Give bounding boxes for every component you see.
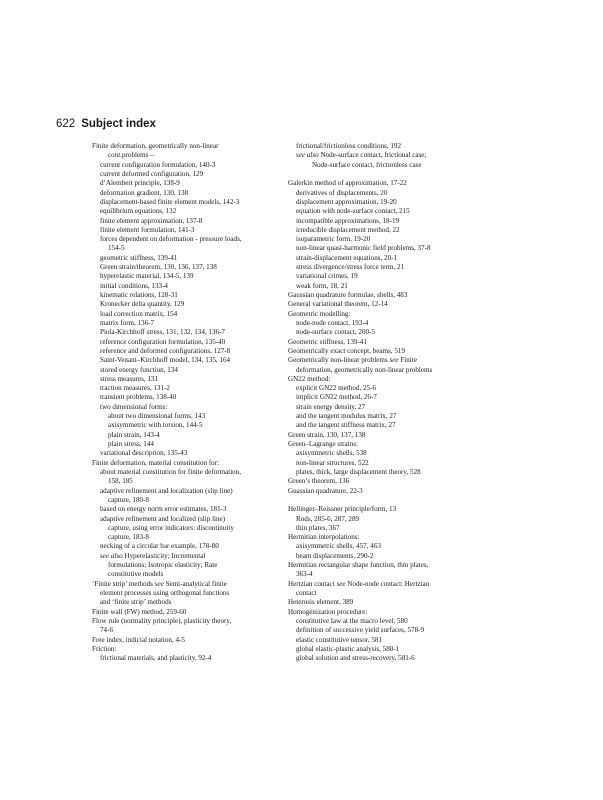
index-entry-crossref: see — [154, 579, 164, 588]
index-entry — [92, 198, 304, 207]
index-entry — [92, 645, 304, 654]
index-entry — [288, 347, 508, 356]
index-column-left — [92, 142, 304, 664]
index-entry-text: forces dependent on deformation - pressure loads, — [100, 235, 242, 244]
index-entry-text: initial conditions, 133-4 — [100, 281, 168, 290]
index-entry — [288, 561, 508, 570]
index-entry — [92, 552, 304, 561]
index-entry — [92, 282, 304, 291]
index-entry-text: global solution and stress-recovery, 581-6 — [296, 654, 415, 663]
index-entry-text: reference and deformed configurations, 127-8 — [100, 346, 231, 355]
index-entry-text: stress divergence/stress force term, 21 — [296, 263, 405, 272]
index-entry-text: Geometric modelling: — [288, 309, 351, 318]
index-entry — [92, 254, 304, 263]
index-entry-text: stored energy function, 134 — [100, 365, 178, 374]
index-entry-text: isoparametric form, 19-20 — [296, 235, 371, 244]
index-entry-text: transient problems, 138-40 — [100, 393, 177, 402]
index-entry-text: irreducible displacement method, 22 — [296, 225, 400, 234]
index-entry-text: variational description, 135-43 — [100, 449, 188, 458]
index-entry-text: General variational theorem, 12-14 — [288, 300, 388, 309]
index-entry-text: problems – — [122, 151, 154, 160]
index-entry-text: Piola-Kirchhoff stress, 131, 132, 134, 136-7 — [100, 328, 225, 337]
index-entry — [288, 505, 508, 514]
index-entry — [92, 161, 304, 170]
index-entry — [92, 338, 304, 347]
index-entry — [288, 449, 508, 458]
page-number: 622 — [56, 118, 76, 130]
index-entry-text: deformation, geometrically non-linear problems — [296, 365, 433, 374]
index-entry — [288, 459, 508, 468]
index-entry — [288, 552, 508, 561]
index-entry — [288, 487, 508, 496]
index-entry — [92, 505, 304, 514]
index-entry — [288, 384, 508, 393]
index-entry — [92, 403, 304, 412]
index-entry-text: equilibrium equations, 132 — [100, 207, 177, 216]
index-entry-text: based on energy norm error estimates, 181-3 — [100, 505, 227, 514]
index-entry-text: constitutive law at the macro level, 580 — [296, 616, 408, 625]
index-entry — [92, 487, 304, 496]
index-entry-text: about two dimensional forms, 143 — [108, 412, 206, 421]
index-entry-text: Flow rule (normality principle), plasticity theory, — [92, 616, 232, 625]
index-entry — [288, 375, 508, 384]
index-entry — [288, 356, 508, 365]
index-entry-text: Node-surface contact, frictionless case — [312, 160, 422, 169]
index-entry — [92, 412, 304, 421]
index-entry — [288, 617, 508, 626]
index-entry — [92, 235, 304, 244]
index-entry-text: GN22 method: — [288, 374, 331, 383]
index-entry-text: non-linear structures, 522 — [296, 458, 369, 467]
index-entry — [288, 319, 508, 328]
index-entry-text: Kronecker delta quantity, 129 — [100, 300, 185, 309]
index-entry-text: Node-surface contact, frictional case; — [318, 151, 427, 160]
index-entry — [92, 142, 304, 151]
index-entry — [92, 244, 304, 253]
index-entry — [92, 421, 304, 430]
index-entry — [92, 207, 304, 216]
index-entry — [288, 580, 508, 589]
index-entry-text: adaptive refinement and localization (slip line) — [100, 486, 233, 495]
index-entry — [92, 319, 304, 328]
index-entry — [288, 282, 508, 291]
index-entry — [288, 654, 508, 663]
index-entry-text: adaptive refinement and localized (slip line) — [100, 514, 226, 523]
index-entry — [288, 310, 508, 319]
index-entry-text: axisymmetric with torsion, 144-5 — [108, 421, 203, 430]
index-entry — [92, 636, 304, 645]
index-entry — [288, 431, 508, 440]
index-entry — [92, 570, 304, 579]
index-entry-text: and ‘finite strip’ methods — [100, 598, 172, 607]
index-entry — [92, 598, 304, 607]
index-entry — [288, 235, 508, 244]
index-entry — [92, 328, 304, 337]
index-entry-text: current configuration formulation, 140-3 — [100, 160, 216, 169]
index-entry-text: capture, 180-8 — [108, 495, 149, 504]
index-entry — [92, 356, 304, 365]
index-entry-text: stress measures, 131 — [100, 374, 159, 383]
index-entry — [92, 226, 304, 235]
index-entry — [92, 459, 304, 468]
index-entry-text: implicit GN22 method, 26-7 — [296, 393, 377, 402]
index-entry — [92, 617, 304, 626]
index-entry-text: hyperelastic material, 134-5, 139 — [100, 272, 194, 281]
index-entry-text: reference configuration formulation, 135-40 — [100, 337, 226, 346]
index-entry-text: Finite — [398, 356, 417, 365]
index-entry — [92, 272, 304, 281]
index-entry-text: current deformed configuration, 129 — [100, 169, 204, 178]
index-entry-text: Geometrically non-linear problems — [288, 356, 390, 365]
index-entry-text: Guassian quadrature, 22-3 — [288, 486, 363, 495]
index-entry-text: node-surface contact, 200-5 — [296, 328, 375, 337]
index-entry-text: Hyperelasticity; Incremental — [122, 551, 206, 560]
index-entry-text: Homogenization procedure: — [288, 607, 368, 616]
index-entry — [92, 589, 304, 598]
index-entry-text: 363-4 — [296, 570, 313, 579]
index-entry — [288, 179, 508, 188]
index-entry — [288, 589, 508, 598]
index-entry-text: Free index, indicial notation, 4-5 — [92, 635, 185, 644]
index-entry — [288, 244, 508, 253]
index-entry-text: displacement approximation, 19-20 — [296, 197, 397, 206]
index-entry — [92, 477, 304, 486]
index-entry-crossref: cont. — [108, 151, 122, 160]
index-entry-text: formulations; Isotropic elasticity; Rate — [108, 561, 218, 570]
index-entry-text: capture, 183-8 — [108, 533, 149, 542]
index-entry — [288, 189, 508, 198]
index-entry — [288, 272, 508, 281]
index-entry-text: Galerkin method of approximation, 17-22 — [288, 179, 407, 188]
index-entry-text: two dimensional forms: — [100, 402, 168, 411]
index-entry-text: kinematic relations, 128-31 — [100, 291, 178, 299]
index-entry — [92, 291, 304, 300]
index-entry — [92, 449, 304, 458]
index-entry — [92, 608, 304, 617]
index-entry — [288, 645, 508, 654]
index-entry-text: weak form, 18, 21 — [296, 281, 348, 290]
index-entry — [288, 542, 508, 551]
index-entry-text: finite element approximation, 137-8 — [100, 216, 203, 225]
index-entry-text: Geometric stiffness, 139-41 — [288, 337, 367, 346]
index-entry-text: derivatives of displacements, 20 — [296, 188, 388, 197]
index-entry — [92, 496, 304, 505]
index-entry-text: and the tangent modulus matrix, 27 — [296, 412, 397, 421]
index-entry-text: plain strain, 143-4 — [108, 430, 160, 439]
index-entry — [288, 403, 508, 412]
index-entry — [92, 654, 304, 663]
index-entry — [92, 300, 304, 309]
index-entry-text: element processes using orthogonal functions — [100, 589, 230, 597]
index-entry — [288, 198, 508, 207]
index-entry-text: ‘Finite strip’ methods — [92, 579, 155, 588]
index-entry-text: matrix form, 136-7 — [100, 318, 155, 327]
index-entry — [92, 263, 304, 272]
index-entry — [288, 217, 508, 226]
index-entry — [288, 254, 508, 263]
index-entry — [288, 207, 508, 216]
index-entry — [288, 226, 508, 235]
index-entry-text: Gaussian quadrature formulae, shells, 483 — [288, 291, 408, 299]
index-entry — [288, 570, 508, 579]
index-entry — [288, 598, 508, 607]
index-entry — [92, 375, 304, 384]
index-entry-text: constitutive models — [108, 570, 164, 579]
index-entry-text: geometric stiffness, 139-41 — [100, 253, 178, 262]
index-entry-text: capture, using error indicators: discontinuity — [108, 523, 234, 532]
index-entry — [92, 347, 304, 356]
index-entry-text: Hertzian contact — [288, 579, 337, 588]
index-entry-text: strain-displacement equations, 20-1 — [296, 253, 398, 262]
index-entry-text: Hellinger–Reissner principle/form, 13 — [288, 505, 397, 514]
index-column-right — [288, 142, 508, 664]
index-entry — [92, 626, 304, 635]
index-entry — [288, 533, 508, 542]
index-entry-text: non-linear quasi-harmonic field problems, 37-8 — [296, 244, 431, 253]
index-entry — [288, 300, 508, 309]
index-entry — [92, 151, 304, 160]
index-entry — [288, 291, 508, 300]
index-entry-text: finite element formulation, 141-3 — [100, 225, 195, 234]
index-entry-text: beam displacements, 290-2 — [296, 551, 374, 560]
index-entry — [288, 477, 508, 486]
index-entry-text: strain energy density, 27 — [296, 402, 366, 411]
index-entry-text: equation with node-surface contact, 215 — [296, 207, 410, 216]
index-entry — [288, 366, 508, 375]
index-entry-text: node-node contact, 193-4 — [296, 318, 369, 327]
index-entry — [288, 440, 508, 449]
index-entry-text: Finite deformation, geometrically non-linear — [92, 142, 219, 150]
index-entry — [92, 542, 304, 551]
index-entry — [288, 626, 508, 635]
index-entry — [92, 533, 304, 542]
index-entry-text: Semi-analytical finite — [163, 579, 227, 588]
index-entry-crossref: see — [389, 356, 399, 365]
index-entry-crossref: see also — [100, 551, 123, 560]
index-entry-text: traction measures, 131-2 — [100, 384, 170, 393]
index-entry — [92, 217, 304, 226]
index-entry-text: Hermitian rectangular shape function, thin plates, — [288, 561, 429, 570]
index-entry-text: incompatible approximations, 18-19 — [296, 216, 400, 225]
index-entry-text: about material constitution for finite deformation, — [100, 467, 242, 476]
index-entry-text: 74-6 — [100, 626, 114, 635]
index-entry-text: variational crimes, 19 — [296, 272, 358, 281]
index-entry — [288, 142, 508, 151]
index-entry-text: Friction: — [92, 644, 117, 653]
index-entry-text: Geometrically exact concept, beams, 519 — [288, 346, 405, 355]
index-entry-text: elastic constitutive tensor, 581 — [296, 635, 383, 644]
page-header — [56, 117, 156, 131]
index-entry-text: frictional/frictionless conditions, 192 — [296, 142, 402, 150]
index-entry — [92, 310, 304, 319]
index-entry-text: plain stress, 144 — [108, 440, 154, 448]
index-entry-text: deformation gradient, 130, 138 — [100, 188, 189, 197]
index-entry-crossref: see — [336, 579, 346, 588]
index-entry — [288, 328, 508, 337]
index-entry — [92, 440, 304, 449]
index-entry-text: displacement-based finite element models, 142-3 — [100, 197, 240, 206]
index-entry-text: and the tangent stiffness matrix, 27 — [296, 421, 396, 430]
index-entry — [92, 179, 304, 188]
index-entry — [92, 524, 304, 533]
index-entry — [92, 431, 304, 440]
index-entry — [288, 161, 508, 170]
index-entry — [288, 515, 508, 524]
index-entry — [288, 412, 508, 421]
index-entry — [288, 170, 508, 179]
index-entry — [288, 393, 508, 402]
index-entry — [92, 189, 304, 198]
index-entry — [92, 515, 304, 524]
index-entry — [92, 468, 304, 477]
index-entry-text: d’Alembert principle, 138-9 — [100, 179, 180, 188]
index-entry-text: Green strain, 130, 137, 138 — [288, 430, 366, 439]
index-entry-text: Green–Lagrange strains: — [288, 440, 358, 448]
index-entry-text: Finite wall (FW) method, 259-60 — [92, 607, 187, 616]
index-entry — [92, 580, 304, 589]
index-entry-text: Heterosis element, 389 — [288, 598, 354, 607]
index-entry-text: thin plates, 367 — [296, 523, 340, 532]
index-entry-text: global elastic-plastic analysis, 580-1 — [296, 644, 400, 653]
index-entry-text: Rods, 285-6, 287, 289 — [296, 514, 360, 523]
index-entry-text: Node-node contact: Hertzian — [345, 579, 430, 588]
index-entry-text: Green’s theorem, 136 — [288, 477, 350, 486]
index-entry — [92, 561, 304, 570]
index-entry — [288, 338, 508, 347]
index-entry — [288, 421, 508, 430]
index-entry-text: Finite deformation, material constitution for: — [92, 458, 220, 467]
index-entry-text: Hermitian interpolations: — [288, 533, 360, 542]
index-entry-text: axisymmetric shells, 538 — [296, 449, 367, 458]
index-entry — [288, 468, 508, 477]
index-entry-text: necking of a circular bar example, 178-80 — [100, 542, 219, 551]
index-entry — [288, 608, 508, 617]
index-entry — [92, 170, 304, 179]
index-entry-text: contact — [296, 589, 317, 597]
index-entry-crossref: see also — [296, 151, 319, 160]
index-entry — [92, 393, 304, 402]
index-entry — [288, 524, 508, 533]
index-entry-text: frictional materials, and plasticity, 92-4 — [100, 654, 212, 663]
index-entry — [92, 366, 304, 375]
index-entry — [288, 263, 508, 272]
index-entry-text: 154-5 — [108, 244, 125, 253]
index-entry-text: Green strain/theorem, 130, 136, 137, 138 — [100, 263, 217, 272]
index-entry — [288, 636, 508, 645]
index-entry-text: axisymmetric shells, 457, 463 — [296, 542, 381, 551]
index-entry — [92, 384, 304, 393]
index-entry-text: load correction matrix, 154 — [100, 309, 178, 318]
index-entry-text: plates, thick, large displacement theory, 528 — [296, 467, 421, 476]
page-title: Subject index — [81, 118, 156, 130]
index-entry-text: Saint-Venant–Kirchhoff model, 134, 135, 164 — [100, 356, 231, 365]
index-entry — [288, 496, 508, 505]
index-entry — [288, 151, 508, 160]
index-entry-text: definition of successive yield surfaces, 578-9 — [296, 626, 425, 635]
index-entry-text: 158, 185 — [108, 477, 133, 486]
index-entry-text: explicit GN22 method, 25-6 — [296, 384, 376, 393]
